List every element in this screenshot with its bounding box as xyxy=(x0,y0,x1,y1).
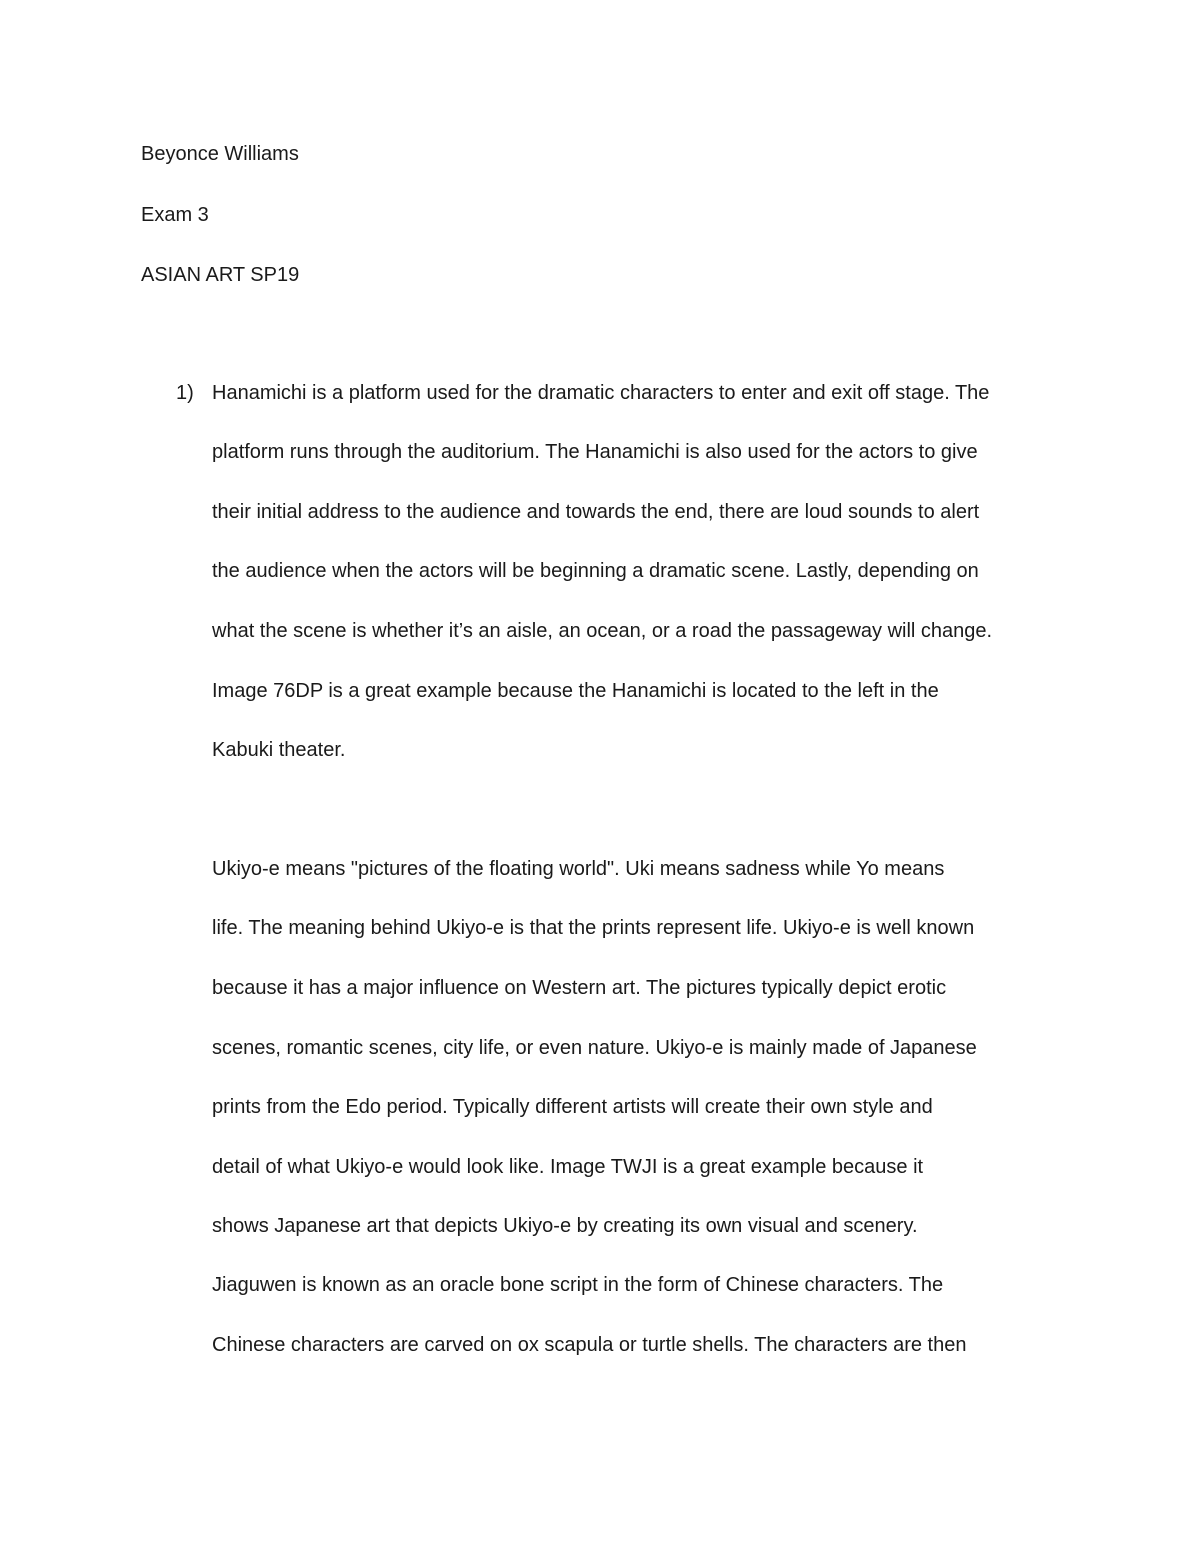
paragraph-line: prints from the Edo period. Typically different artists will create their own style and xyxy=(212,1096,933,1118)
paragraph-line: shows Japanese art that depicts Ukiyo-e by creating its own visual and scenery. xyxy=(212,1215,918,1237)
paragraph-line: because it has a major influence on Western art. The pictures typically depict erotic xyxy=(212,977,947,999)
paragraph-line: Jiaguwen is known as an oracle bone script in the form of Chinese characters. The xyxy=(212,1274,944,1296)
paragraph-line: what the scene is whether it’s an aisle, an ocean, or a road the passageway will change. xyxy=(212,620,993,642)
paragraph-line: platform runs through the auditorium. The Hanamichi is also used for the actors to give xyxy=(212,441,978,463)
paragraph-line: Ukiyo-e means "pictures of the floating world". Uki means sadness while Yo means xyxy=(212,858,945,880)
paragraph-line: Hanamichi is a platform used for the dramatic characters to enter and exit off stage. The xyxy=(212,382,990,404)
list-number-1: 1) xyxy=(176,382,194,404)
paragraph-line: Image 76DP is a great example because the Hanamichi is located to the left in the xyxy=(212,680,939,702)
author-name: Beyonce Williams xyxy=(141,143,299,165)
paragraph-line: the audience when the actors will be beginning a dramatic scene. Lastly, depending on xyxy=(212,560,979,582)
paragraph-line: their initial address to the audience and towards the end, there are loud sounds to alert xyxy=(212,501,980,523)
paragraph-line: scenes, romantic scenes, city life, or even nature. Ukiyo-e is mainly made of Japanese xyxy=(212,1037,977,1059)
course-name: ASIAN ART SP19 xyxy=(141,264,300,286)
paragraph-line: life. The meaning behind Ukiyo-e is that the prints represent life. Ukiyo-e is well known xyxy=(212,917,975,939)
paragraph-line: detail of what Ukiyo-e would look like. Image TWJI is a great example because it xyxy=(212,1156,924,1178)
exam-title: Exam 3 xyxy=(141,204,209,226)
paragraph-line: Kabuki theater. xyxy=(212,739,346,761)
paragraph-line: Chinese characters are carved on ox scapula or turtle shells. The characters are then xyxy=(212,1334,967,1356)
